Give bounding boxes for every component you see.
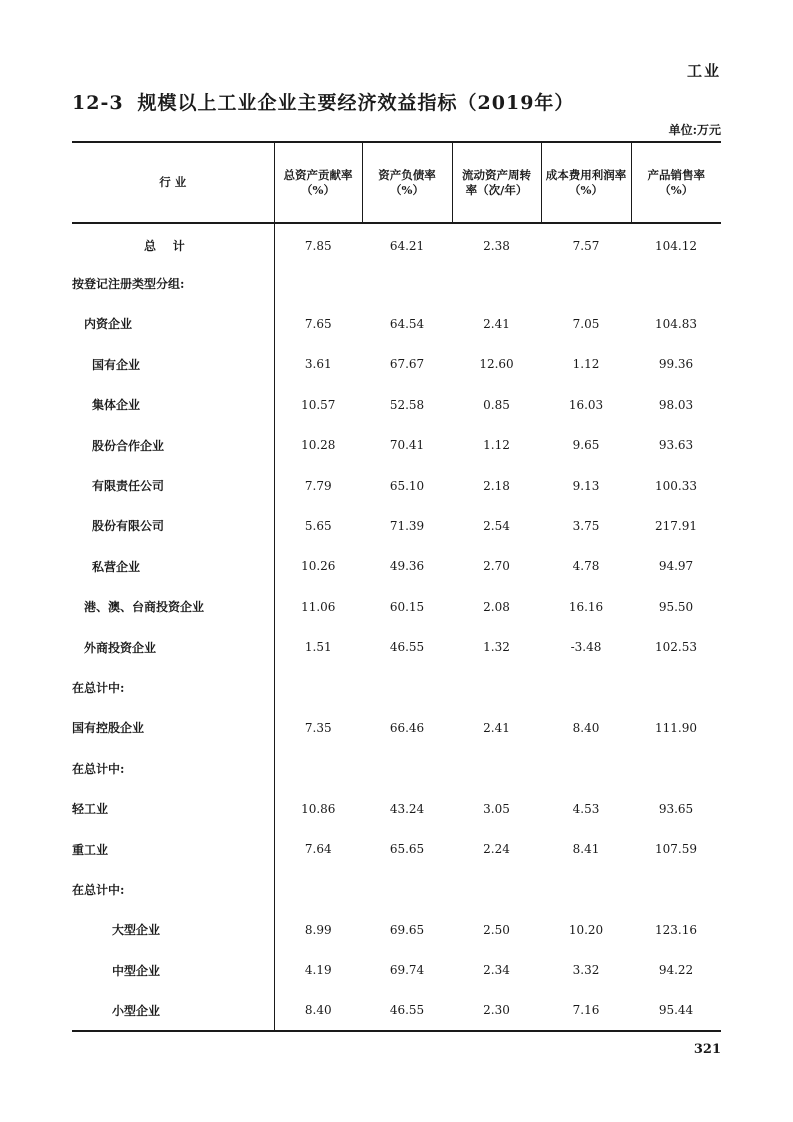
header-industry: 行 业	[159, 175, 187, 189]
section-label: 工业	[686, 62, 721, 80]
table-row	[72, 425, 721, 465]
table-title	[72, 88, 574, 115]
row-label: 国有企业	[72, 344, 274, 384]
cell-value	[631, 263, 721, 303]
cell-value: 98.03	[658, 397, 694, 412]
cell-value	[541, 667, 631, 707]
table-row	[72, 829, 721, 869]
cell-value: 7.16	[572, 1003, 600, 1018]
cell-value: 2.54	[483, 518, 510, 533]
cell-value: 1.32	[483, 640, 510, 655]
cell-value: 52.58	[389, 397, 425, 412]
cell-value	[452, 667, 541, 707]
cell-value: 100.33	[655, 478, 697, 493]
indicators-table	[72, 141, 721, 1032]
row-label: 在总计中:	[72, 748, 274, 788]
row-label: 在总计中:	[72, 667, 274, 707]
cell-value: 7.79	[304, 478, 332, 493]
table-row	[72, 910, 721, 950]
cell-value	[452, 869, 541, 909]
cell-value: 1.51	[304, 640, 332, 655]
row-label: 在总计中:	[72, 869, 274, 909]
row-label: 小型企业	[72, 990, 274, 1030]
cell-value: 16.16	[568, 599, 604, 614]
cell-value: 5.65	[304, 518, 332, 533]
cell-value: 10.20	[568, 922, 604, 937]
cell-value: 8.40	[572, 720, 600, 735]
cell-value: 4.78	[572, 559, 600, 574]
cell-value: 60.15	[389, 599, 425, 614]
table-row	[72, 506, 721, 546]
cell-value: 10.28	[301, 438, 336, 453]
cell-value: 104.12	[655, 238, 697, 253]
cell-value: 4.53	[572, 801, 600, 816]
cell-value: 71.39	[389, 518, 425, 533]
table-row	[72, 788, 721, 828]
cell-value: 123.16	[655, 922, 697, 937]
cell-value: 102.53	[655, 640, 697, 655]
row-label: 大型企业	[72, 910, 274, 950]
table-row	[72, 223, 721, 263]
cell-value: 2.41	[483, 316, 510, 331]
unit-label: 单位:万元	[668, 123, 721, 137]
cell-value	[631, 748, 721, 788]
row-label: 按登记注册类型分组:	[72, 263, 274, 303]
cell-value: 10.57	[301, 397, 336, 412]
cell-value: 7.57	[572, 238, 600, 253]
page-number: 321	[693, 1042, 721, 1057]
cell-value: 94.97	[658, 559, 694, 574]
row-label: 国有控股企业	[72, 708, 274, 748]
table-row	[72, 667, 721, 707]
cell-value: 9.65	[572, 438, 600, 453]
cell-value: 95.44	[658, 1003, 694, 1018]
cell-value: 99.36	[658, 357, 694, 372]
table-row	[72, 263, 721, 303]
cell-value: 69.74	[389, 963, 425, 978]
cell-value	[541, 748, 631, 788]
cell-value: 2.41	[483, 720, 510, 735]
cell-value	[274, 748, 362, 788]
table-title-text: 规模以上工业企业主要经济效益指标（2019年）	[137, 92, 575, 114]
cell-value: 7.64	[304, 842, 332, 857]
cell-value: 3.75	[572, 518, 600, 533]
row-label: 轻工业	[72, 788, 274, 828]
row-label: 股份有限公司	[72, 506, 274, 546]
table-body	[72, 223, 721, 1031]
cell-value: 64.54	[389, 316, 425, 331]
cell-value: 49.36	[389, 559, 425, 574]
table-row	[72, 587, 721, 627]
cell-value	[631, 869, 721, 909]
cell-value: 46.55	[389, 640, 425, 655]
cell-value	[362, 263, 452, 303]
table-row	[72, 546, 721, 586]
cell-value: -3.48	[570, 640, 602, 655]
cell-value	[452, 263, 541, 303]
cell-value: 65.65	[389, 842, 425, 857]
cell-value: 67.67	[389, 357, 425, 372]
header-cost-profit-ratio: 成本费用利润率（%）	[541, 142, 631, 223]
cell-value: 3.61	[304, 357, 332, 372]
cell-value: 3.05	[483, 801, 510, 816]
cell-value: 7.85	[304, 238, 332, 253]
cell-value: 217.91	[655, 518, 697, 533]
cell-value	[631, 667, 721, 707]
header-current-asset-turnover: 流动资产周转率（次/年）	[452, 142, 541, 223]
header-sales-ratio: 产品销售率（%）	[631, 142, 721, 223]
cell-value: 9.13	[572, 478, 600, 493]
cell-value: 12.60	[479, 357, 514, 372]
row-label: 股份合作企业	[72, 425, 274, 465]
cell-value: 104.83	[655, 316, 697, 331]
cell-value: 94.22	[658, 963, 694, 978]
row-label: 中型企业	[72, 950, 274, 990]
cell-value: 3.32	[572, 963, 600, 978]
cell-value: 11.06	[301, 599, 336, 614]
cell-value: 10.26	[301, 559, 336, 574]
cell-value	[274, 667, 362, 707]
row-label: 总 计	[72, 223, 274, 263]
cell-value	[541, 263, 631, 303]
cell-value: 1.12	[572, 357, 600, 372]
cell-value: 95.50	[658, 599, 694, 614]
row-label: 私营企业	[72, 546, 274, 586]
row-label: 港、澳、台商投资企业	[72, 587, 274, 627]
cell-value: 70.41	[389, 438, 425, 453]
cell-value: 69.65	[389, 922, 425, 937]
table-row	[72, 344, 721, 384]
cell-value: 2.70	[483, 559, 510, 574]
cell-value: 65.10	[389, 478, 425, 493]
table-row	[72, 627, 721, 667]
cell-value	[274, 263, 362, 303]
table-row	[72, 748, 721, 788]
table-row	[72, 304, 721, 344]
cell-value: 7.65	[304, 316, 332, 331]
row-label: 重工业	[72, 829, 274, 869]
cell-value: 2.24	[483, 842, 510, 857]
cell-value: 8.40	[304, 1003, 332, 1018]
cell-value: 107.59	[655, 842, 697, 857]
cell-value: 93.63	[658, 438, 694, 453]
cell-value: 66.46	[389, 720, 425, 735]
cell-value: 2.18	[483, 478, 510, 493]
cell-value: 93.65	[658, 801, 694, 816]
cell-value: 16.03	[568, 397, 604, 412]
cell-value: 2.34	[483, 963, 510, 978]
cell-value: 10.86	[301, 801, 336, 816]
cell-value	[362, 748, 452, 788]
table-row	[72, 990, 721, 1030]
row-label: 有限责任公司	[72, 465, 274, 505]
row-label: 外商投资企业	[72, 627, 274, 667]
table-row	[72, 708, 721, 748]
cell-value	[541, 869, 631, 909]
header-total-asset-contribution: 总资产贡献率（%）	[274, 142, 362, 223]
cell-value: 43.24	[389, 801, 425, 816]
cell-value	[362, 667, 452, 707]
table-row	[72, 869, 721, 909]
cell-value: 2.08	[483, 599, 510, 614]
cell-value: 7.05	[572, 316, 600, 331]
cell-value: 4.19	[304, 963, 332, 978]
cell-value: 7.35	[304, 720, 332, 735]
header-row	[72, 142, 721, 223]
header-debt-ratio: 资产负债率（%）	[362, 142, 452, 223]
cell-value: 64.21	[389, 238, 425, 253]
cell-value: 111.90	[655, 720, 697, 735]
cell-value	[452, 748, 541, 788]
cell-value	[274, 869, 362, 909]
row-label: 集体企业	[72, 385, 274, 425]
table-row	[72, 465, 721, 505]
cell-value: 2.50	[483, 922, 510, 937]
table-number: 12-3	[72, 92, 124, 114]
cell-value: 46.55	[389, 1003, 425, 1018]
cell-value: 8.41	[572, 842, 600, 857]
cell-value: 2.30	[483, 1003, 510, 1018]
cell-value: 0.85	[483, 397, 510, 412]
table-row	[72, 950, 721, 990]
row-label: 内资企业	[72, 304, 274, 344]
cell-value	[362, 869, 452, 909]
table-row	[72, 385, 721, 425]
cell-value: 8.99	[304, 922, 332, 937]
cell-value: 1.12	[483, 438, 510, 453]
cell-value: 2.38	[483, 238, 510, 253]
